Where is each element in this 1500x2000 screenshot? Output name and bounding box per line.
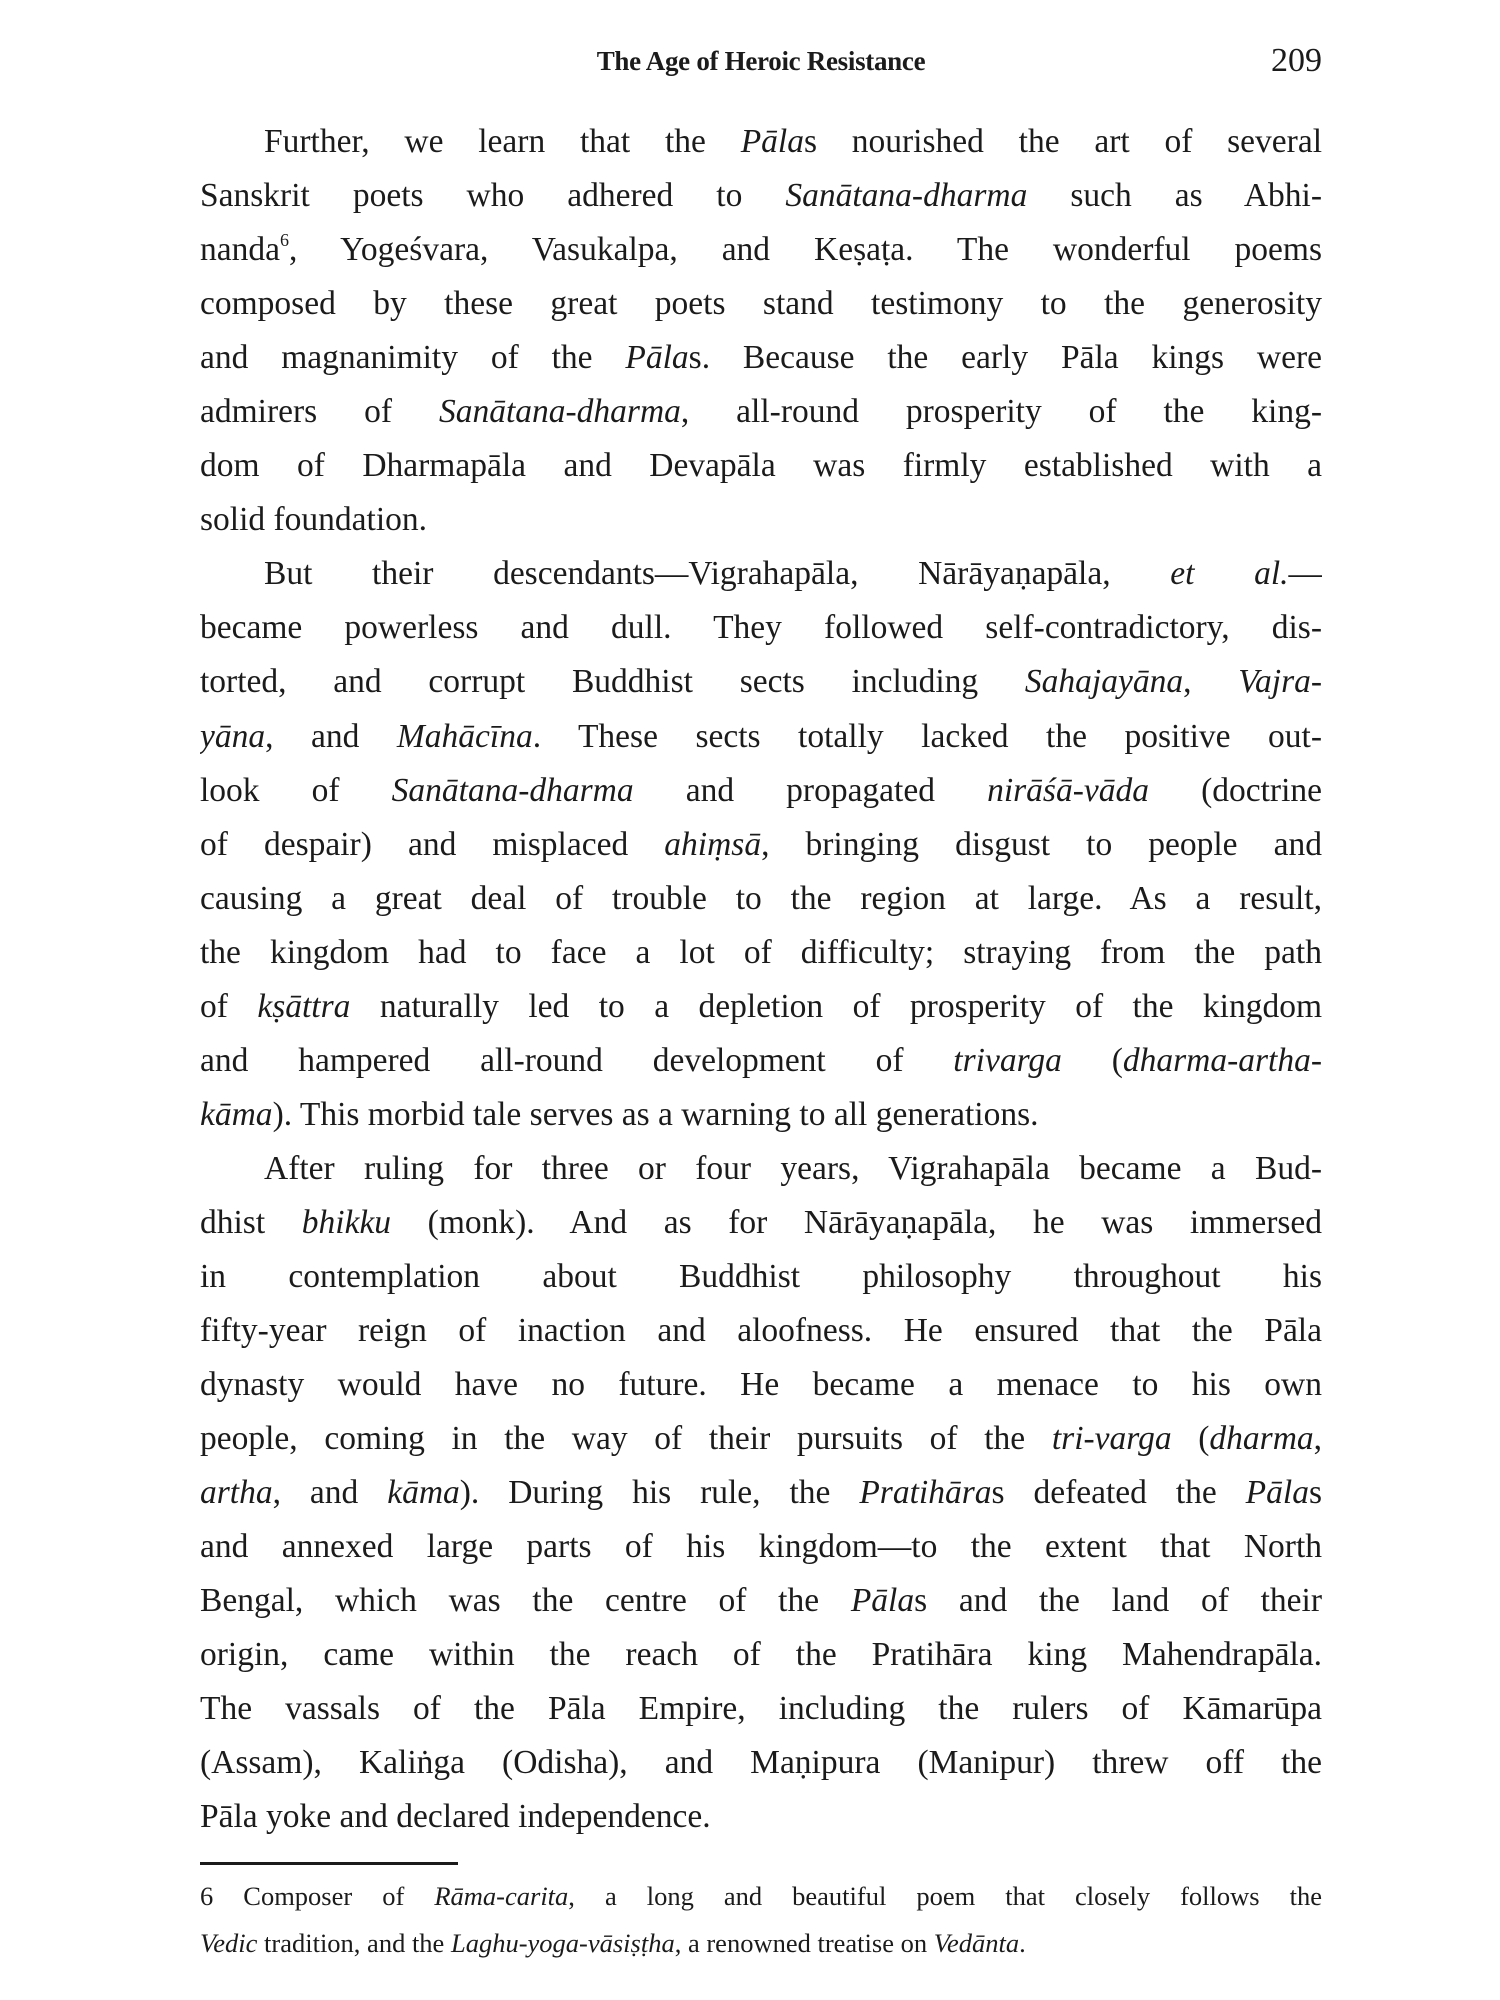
italic-text: tri-varga (1051, 1420, 1172, 1458)
italic-text: Rāma-carita (434, 1881, 569, 1911)
italic-text: Vedānta (933, 1928, 1020, 1958)
text-line (200, 601, 1322, 655)
text-run: and propagated (633, 771, 988, 809)
italic-text: Pāla (850, 1582, 915, 1620)
text-run: of despair) and misplaced (200, 825, 665, 863)
text-run: , bringing disgust to people and (761, 825, 1322, 863)
text-line (200, 926, 1322, 980)
text-run: naturally led to a depletion of prosperity of the kingdom (350, 987, 1322, 1025)
text-run: and annexed large parts of his kingdom—to the extent that North (200, 1528, 1322, 1566)
italic-text: trivarga (953, 1041, 1062, 1079)
text-run: s (1308, 1474, 1322, 1512)
text-run: ). This morbid tale serves as a warning to all generations. (272, 1095, 1039, 1133)
text-run: admirers of (200, 393, 439, 431)
italic-text: Pāla (625, 339, 689, 377)
paragraph (200, 115, 1322, 547)
text-run: causing a great deal of trouble to the region at large. As a result, (200, 879, 1322, 917)
text-line (200, 655, 1322, 709)
text-run: origin, came within the reach of the Pratihāra king Mahendrapāla. (200, 1636, 1322, 1674)
text-line (200, 169, 1322, 223)
text-line (200, 493, 1322, 547)
text-line (200, 277, 1322, 331)
text-line (200, 710, 1322, 764)
text-run: s and the land of their (914, 1582, 1322, 1620)
text-run: . (1019, 1928, 1026, 1958)
text-run: s. Because the early Pāla kings were (688, 339, 1322, 377)
text-line (200, 1736, 1322, 1790)
italic-text: kāma (387, 1474, 460, 1512)
text-run: ( (1061, 1041, 1123, 1079)
text-line (200, 818, 1322, 872)
text-run: , all-round prosperity of the king- (680, 393, 1322, 431)
text-run: s nourished the art of several (803, 123, 1322, 160)
footnote-line (200, 1920, 1322, 1967)
italic-text: dharma-artha- (1122, 1041, 1322, 1079)
text-line (200, 1250, 1322, 1304)
text-run: solid foundation. (200, 501, 428, 539)
text-run: 6 Composer of (200, 1881, 435, 1911)
text-line (200, 1358, 1322, 1412)
text-run: in contemplation about Buddhist philosophy throughout his (200, 1257, 1322, 1295)
italic-text: nirāśā-vāda (987, 771, 1149, 809)
running-header (200, 40, 1322, 82)
italic-text: bhikku (301, 1203, 392, 1241)
italic-text: Sanātana-dharma (391, 771, 634, 809)
text-run: (Assam), Kaliṅga (Odisha), and Maṇipura (Manipur) threw off the (200, 1744, 1322, 1782)
text-line (200, 331, 1322, 385)
text-line (200, 1088, 1322, 1142)
italic-text: kāma (200, 1095, 273, 1133)
text-run: and hampered all-round development of (200, 1041, 954, 1079)
text-line (200, 1196, 1322, 1250)
italic-text: Pāla (1245, 1474, 1309, 1512)
footnote-line (200, 1873, 1322, 1920)
text-run: Sanskrit poets who adhered to (200, 177, 786, 215)
page-number: 209 (1271, 42, 1322, 79)
text-run: became powerless and dull. They followed self-contradictory, dis- (200, 609, 1322, 647)
text-run: The vassals of the Pāla Empire, including the rulers of Kāmarūpa (200, 1690, 1322, 1728)
text-line (200, 1790, 1322, 1844)
text-run: , Yogeśvara, Vasukalpa, and Keṣaṭa. The wonderful poems (289, 231, 1322, 269)
text-line (200, 980, 1322, 1034)
text-run: But their descendants—Vigrahapāla, Nārāyaṇapāla, (264, 555, 1171, 593)
text-run: , (1183, 663, 1239, 701)
footnote-divider (200, 1862, 458, 1865)
text-run: , (1313, 1420, 1322, 1458)
text-run: Pāla yoke and declared independence. (200, 1798, 711, 1836)
text-run: s defeated the (991, 1474, 1246, 1512)
text-run: , and (265, 717, 397, 755)
text-line (200, 439, 1322, 493)
text-line (200, 1682, 1322, 1736)
italic-text: ahiṃsā (664, 825, 762, 863)
italic-text: et al. (1170, 555, 1289, 593)
text-run: of (200, 987, 258, 1025)
italic-text: dharma (1209, 1420, 1314, 1458)
text-run: nanda (200, 231, 280, 269)
footnotes (200, 1873, 1322, 1967)
text-run: dhist (200, 1203, 302, 1241)
italic-text: Sahajayāna (1024, 663, 1184, 701)
text-run: , and (272, 1474, 388, 1512)
text-run: people, coming in the way of their pursuits of the (200, 1420, 1052, 1458)
text-line (200, 1142, 1322, 1196)
italic-text: artha (200, 1474, 273, 1512)
paragraph (200, 547, 1322, 1142)
text-run: the kingdom had to face a lot of difficulty; straying from the path (200, 933, 1322, 971)
text-line (200, 872, 1322, 926)
paragraph (200, 1142, 1322, 1845)
text-run: Bengal, which was the centre of the (200, 1582, 851, 1620)
italic-text: yāna (200, 717, 266, 755)
text-line (200, 115, 1322, 169)
text-run: dom of Dharmapāla and Devapāla was firmly established with a (200, 447, 1322, 485)
text-run: — (1288, 555, 1322, 593)
italic-text: Laghu-yoga-vāsiṣṭha (450, 1928, 675, 1958)
chapter-title: The Age of Heroic Resistance (596, 46, 926, 76)
text-line (200, 547, 1322, 601)
italic-text: Mahācīna (396, 717, 533, 755)
text-line (200, 1520, 1322, 1574)
italic-text: Sanātana-dharma (438, 393, 681, 431)
text-run: fifty-year reign of inaction and aloofness. He ensured that the Pāla (200, 1312, 1322, 1350)
footnote-reference[interactable]: 6 (280, 230, 289, 251)
text-run: such as Abhi- (1027, 177, 1322, 215)
text-run: (monk). And as for Nārāyaṇapāla, he was immersed (391, 1203, 1322, 1241)
italic-text: Sanātana-dharma (785, 177, 1028, 215)
text-line (200, 1466, 1322, 1520)
text-line (200, 1574, 1322, 1628)
text-run: composed by these great poets stand testimony to the generosity (200, 285, 1322, 323)
text-line (200, 764, 1322, 818)
text-run: (doctrine (1148, 771, 1322, 809)
text-run: , a long and beautiful poem that closely follows the (568, 1881, 1322, 1911)
text-run: tradition, and the (257, 1928, 451, 1958)
italic-text: Pāla (740, 123, 804, 160)
italic-text: Pratihāra (859, 1474, 992, 1512)
text-run: , a renowned treatise on (674, 1928, 934, 1958)
text-line (200, 1412, 1322, 1466)
text-run: torted, and corrupt Buddhist sects including (200, 663, 1025, 701)
italic-text: Vajra- (1238, 663, 1322, 701)
text-line (200, 385, 1322, 439)
text-line (200, 1304, 1322, 1358)
italic-text: kṣāttra (257, 987, 351, 1025)
text-run: and magnanimity of the (200, 339, 626, 377)
text-run: ). During his rule, the (459, 1474, 860, 1512)
body-text (200, 115, 1322, 1845)
text-run: . These sects totally lacked the positive out- (532, 717, 1322, 755)
text-run: Further, we learn that the (264, 123, 741, 160)
text-run: ( (1171, 1420, 1210, 1458)
text-line (200, 1034, 1322, 1088)
text-run: dynasty would have no future. He became a menace to his own (200, 1366, 1322, 1404)
text-run: look of (200, 771, 392, 809)
text-line (200, 223, 1322, 277)
text-run: After ruling for three or four years, Vigrahapāla became a Bud- (264, 1149, 1322, 1187)
text-line (200, 1628, 1322, 1682)
italic-text: Vedic (200, 1928, 258, 1958)
